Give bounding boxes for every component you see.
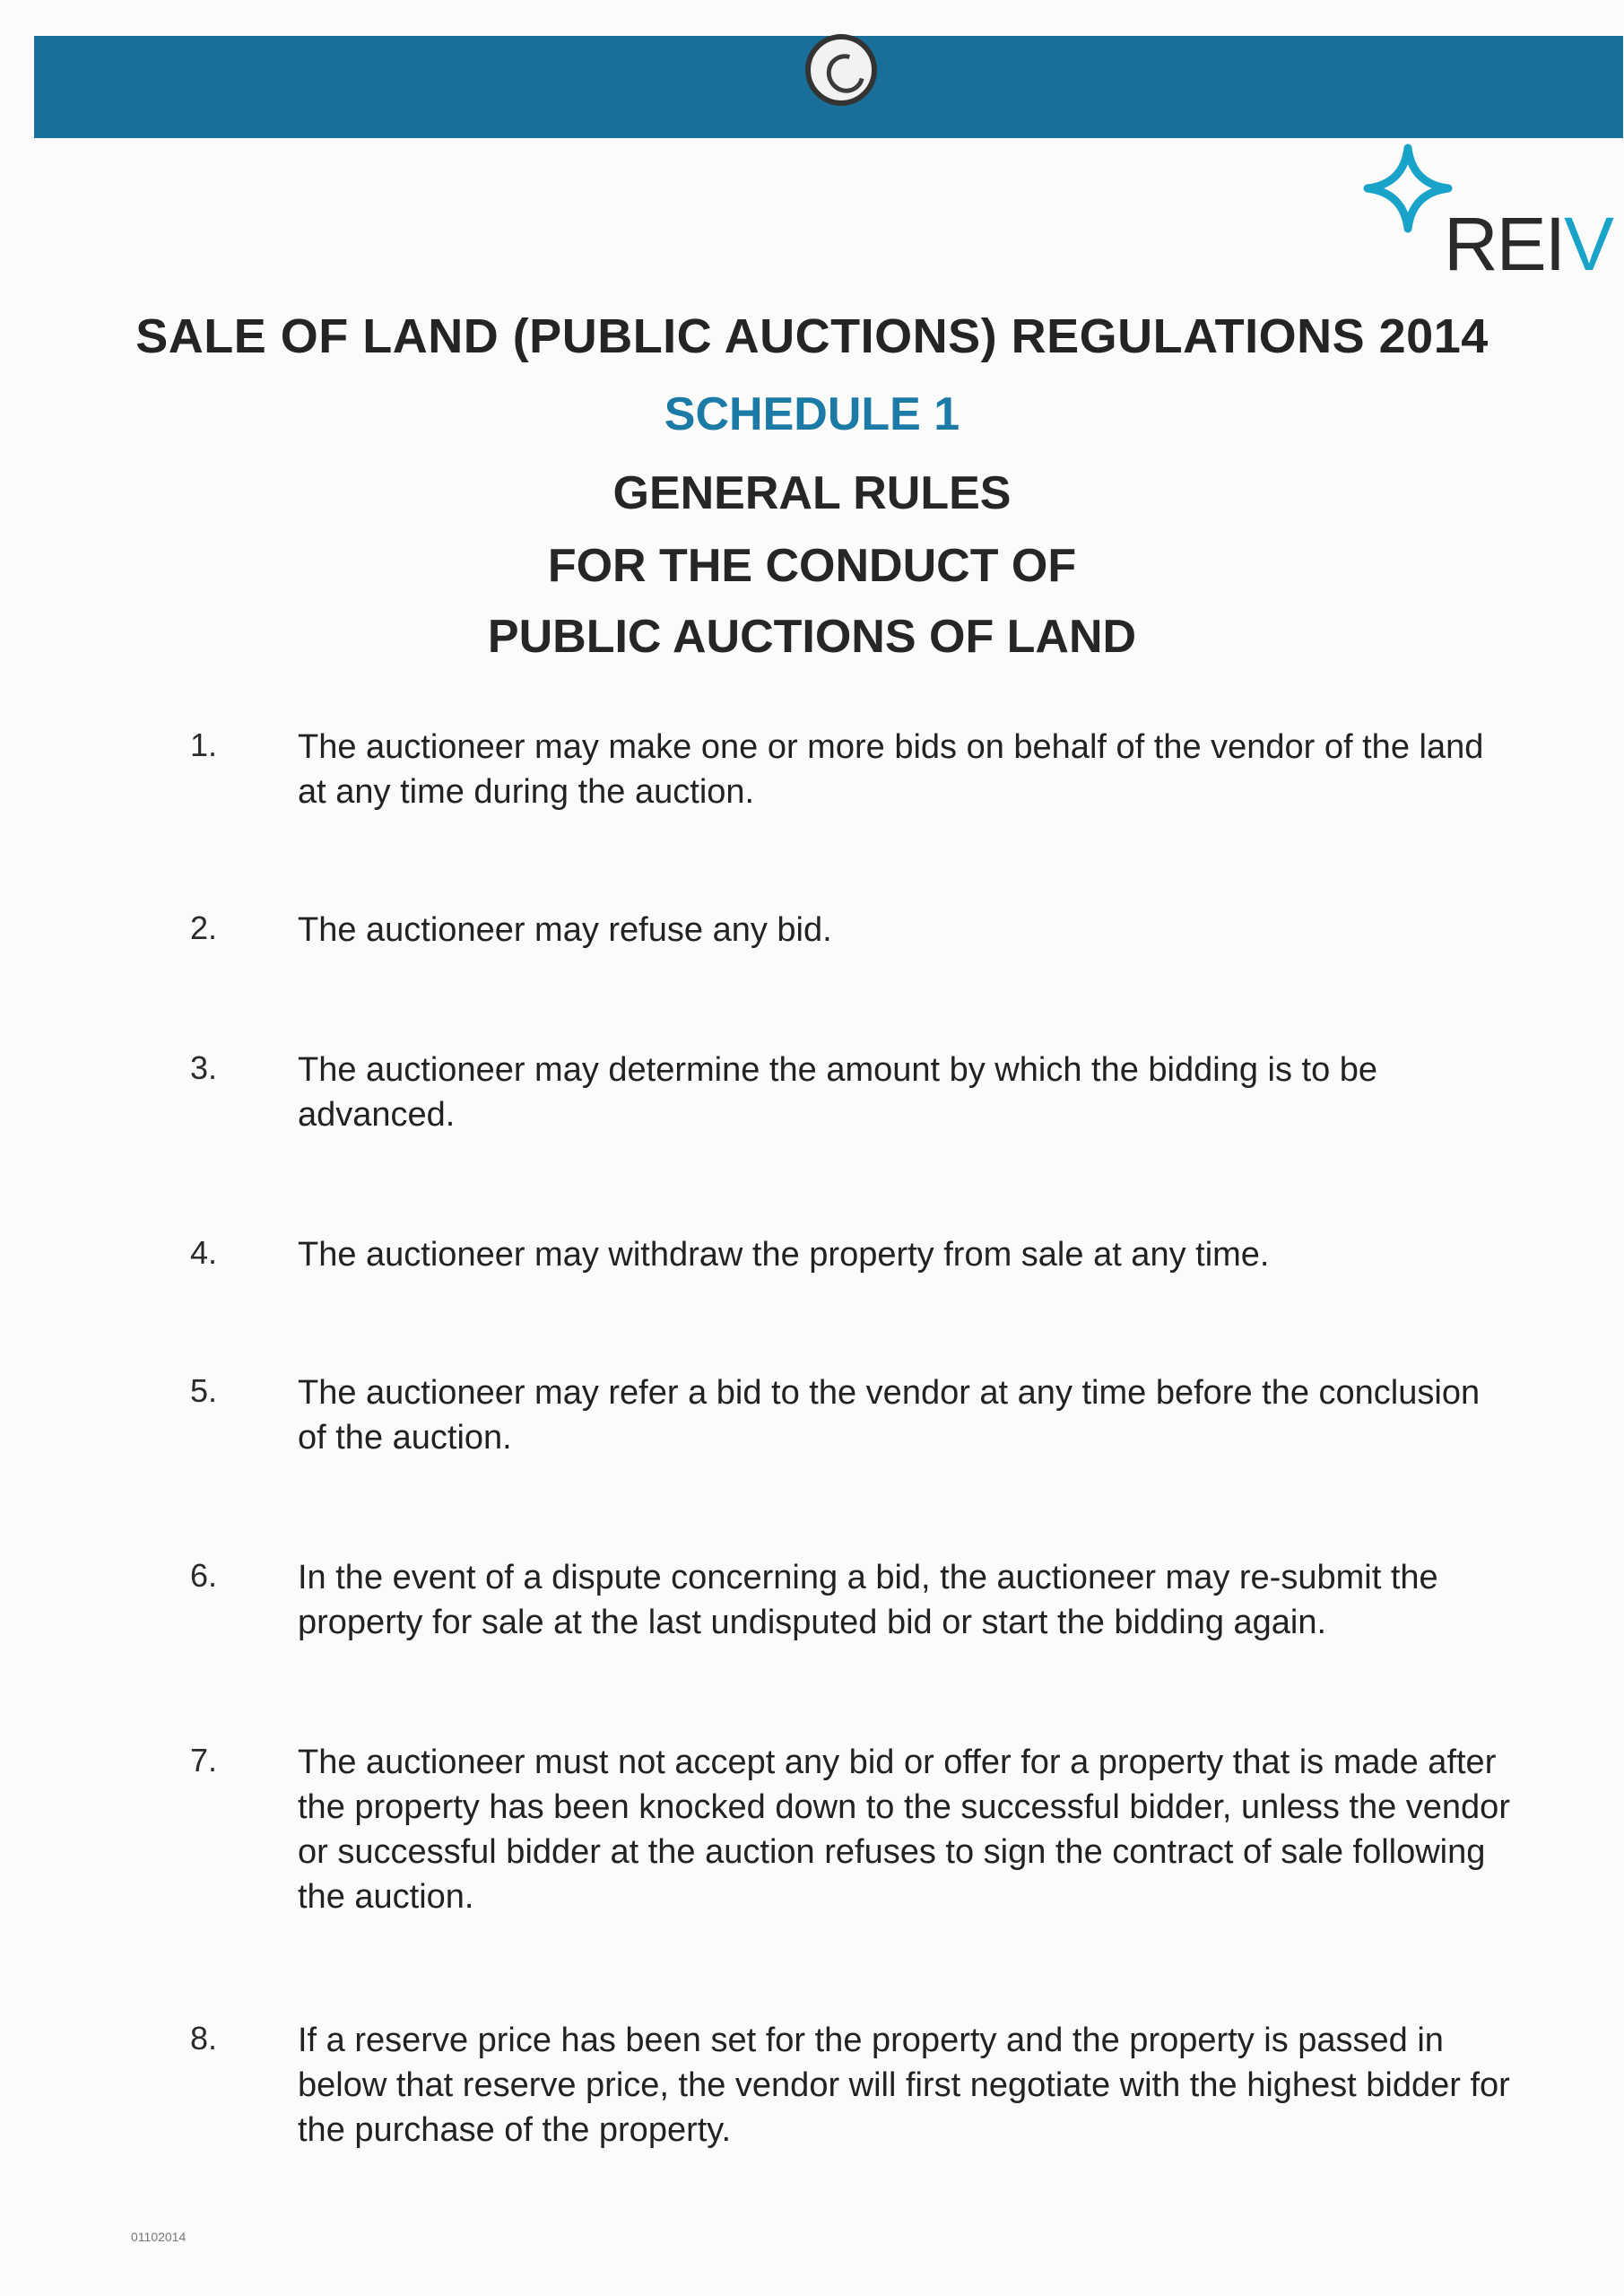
footer-code: 01102014: [131, 2230, 187, 2244]
rule-number: 5.: [190, 1372, 218, 1409]
rule-number: 6.: [190, 1557, 218, 1594]
rule-text: The auctioneer may withdraw the property from sale at any time.: [298, 1236, 1270, 1274]
rule-text: The auctioneer must not accept any bid or offer for a property that is made after the property has been knocked down to the successful bidder, unless the vendor or successful bidder at the auction refuses to sign the contract of sale following the auction.: [298, 1744, 1510, 1916]
reiv-logo: [1359, 144, 1613, 287]
rule-number: 1.: [190, 726, 218, 763]
logo-text: REIV: [1444, 202, 1613, 286]
rule-number: 3.: [190, 1049, 218, 1086]
rule-text: In the event of a dispute concerning a bid, the auctioneer may re-submit the property for sale at the last undisputed bid or start the bidding again.: [298, 1559, 1438, 1641]
subtitle-line-1: GENERAL RULES: [612, 467, 1012, 519]
rule-text: The auctioneer may refuse any bid.: [298, 911, 832, 949]
rule-text: The auctioneer may make one or more bids on behalf of the vendor of the land at any time during the auction.: [298, 728, 1484, 811]
reiv-diamond-icon: [1359, 144, 1457, 233]
rule-number: 8.: [190, 2020, 218, 2057]
schedule-heading: SCHEDULE 1: [664, 388, 960, 440]
rule-number: 7.: [190, 1742, 218, 1779]
rule-number: 4.: [190, 1234, 218, 1271]
punch-hole-icon: [805, 34, 877, 106]
subtitle-line-2: FOR THE CONDUCT OF: [547, 540, 1077, 592]
document-title: SALE OF LAND (PUBLIC AUCTIONS) REGULATIONS 2014: [135, 309, 1489, 363]
rule-number: 2.: [190, 909, 218, 946]
subtitle-line-3: PUBLIC AUCTIONS OF LAND: [487, 611, 1137, 663]
rule-text: If a reserve price has been set for the property and the property is passed in below that reserve price, the vendor will first negotiate with the highest bidder for the purchase of the property.: [298, 2022, 1510, 2149]
rule-text: The auctioneer may refer a bid to the vendor at any time before the conclusion of the auction.: [298, 1374, 1481, 1457]
rule-text: The auctioneer may determine the amount by which the bidding is to be advanced.: [298, 1051, 1378, 1134]
